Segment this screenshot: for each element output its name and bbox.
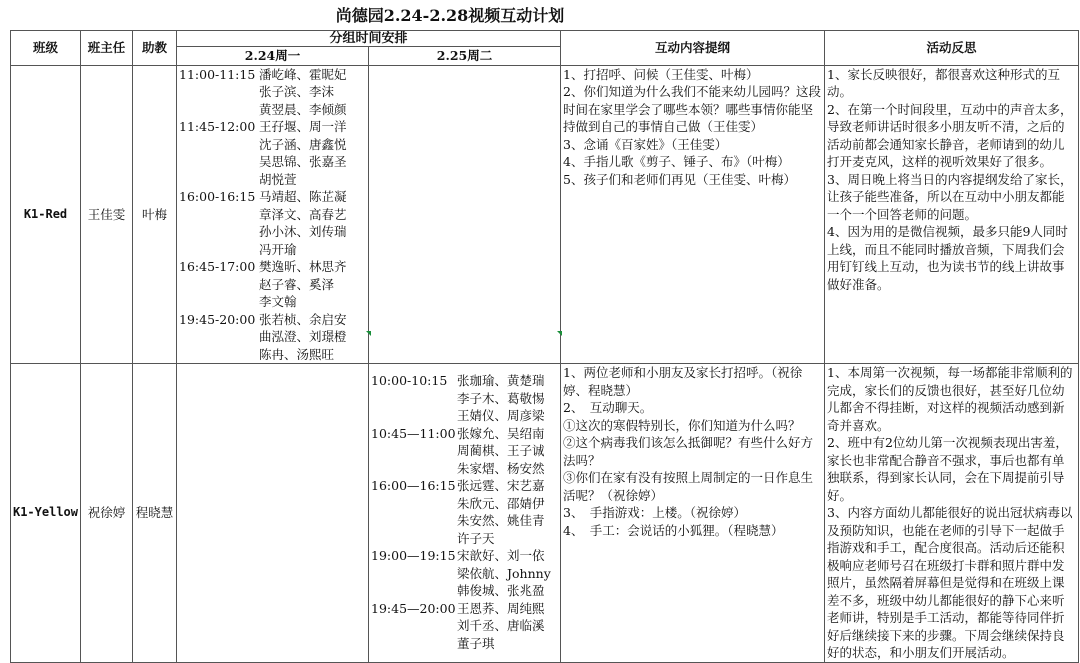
slot-time: 11:45-12:00 — [179, 119, 256, 134]
teacher-name: 祝徐婷 — [81, 364, 133, 663]
time-slot — [369, 600, 560, 653]
day2-schedule-cell — [369, 65, 561, 364]
outline-cell: 1、打招呼、问候（王佳雯、叶梅） 2、你们知道为什么我们不能来幼儿园吗？这段时间在家里学会了哪些本领？哪些事情你能坚持做到自己的事情自己做（王佳雯） 3、念诵《百家姓》（王佳雯） 4、手指儿歌《剪子、锤子、布》（叶梅） 5、孩子们和老师们再见（王佳雯、叶梅） — [561, 65, 825, 364]
table-row — [11, 364, 1079, 663]
slot-names: 张远霆、宋艺嘉 朱欣元、邵婧伊 朱安然、姚佳青 许子天 — [457, 478, 545, 546]
assistant-name: 叶梅 — [133, 65, 177, 364]
reflection-cell: 1、本周第一次视频，每一场都能非常顺利的完成，家长们的反馈也很好，甚至好几位幼儿都舍不得挂断，对这样的视频活动感到新奇并喜欢。 2、班中有2位幼儿第一次视频表现出害羞，家长也非常配合静音不强求，事后也都有单独联系，得到家长认同，会在下周提前引导好。 3、内容方面幼儿都能很好的说出冠状病毒以及预防知识，也能在老师的引导下一起做手指游戏和手工，配合度很高。活动后还能积极响应老师号召在班级打卡群和照片群中发照片，虽然隔着屏幕但是觉得和在班级上课差不多，班级中幼儿都能很好的静下心来听老师讲，特别是手工活动，都能等待同伴折好后继续接下来的步骤。下周会继续保持良好的状态，和小朋友们开展活动。 — [825, 364, 1079, 663]
header-day2: 2.25周二 — [369, 47, 561, 66]
slot-time: 19:00—19:15 — [371, 548, 456, 563]
slot-time: 19:45—20:00 — [371, 600, 456, 616]
slot-time: 10:45—11:00 — [371, 425, 456, 441]
slot-names: 张嫁允、吴绍南 周蔺棋、王子诚 朱家熠、杨安然 — [457, 425, 545, 476]
header-class: 班级 — [11, 31, 81, 66]
header-reflection: 活动反思 — [825, 31, 1079, 66]
header-day1: 2.24周一 — [177, 47, 369, 66]
slot-names: 王孖堰、周一洋 沈子涵、唐鑫悦 吴思锦、张嘉圣 胡悦萱 — [259, 119, 347, 187]
assistant-name: 程晓慧 — [133, 364, 177, 663]
table-row — [11, 65, 1079, 364]
day1-schedule-cell — [177, 364, 369, 663]
slot-names: 王恩荞、周纯熙 刘千丞、唐临溪 董子琪 — [457, 600, 545, 651]
slot-names: 张若桢、余启安 曲泓澄、刘璟橙 陈冉、汤熙旺 — [259, 311, 347, 362]
page-title: 尚德园2.24-2.28视频互动计划 — [335, 6, 565, 25]
reflection-cell: 1、家长反映很好，都很喜欢这种形式的互动。 2、在第一个时间段里，互动中的声音太多，导致老师讲话时很多小朋友听不清，之后的活动前都会通知家长静音，老师请到的幼儿打开麦克风，这样的视听效果好了很多。 3、周日晚上将当日的内容提纲发给了家长，让孩子能些准备，所以在互动中小朋友都能一个一个回答老师的问题。 4、因为用的是微信视频，最多只能9人同时上线，而且不能同时播放音频，下周我们会用钉钉线上互动，也为读书节的线上讲故事做好准备。 — [825, 65, 1079, 364]
header-schedule: 分组时间安排 — [177, 31, 561, 47]
slot-time: 11:00-11:15 — [179, 66, 256, 82]
header-teacher: 班主任 — [81, 31, 133, 66]
slot-time: 16:00-16:15 — [179, 189, 256, 204]
time-slot — [177, 311, 368, 364]
slot-time: 19:45-20:00 — [179, 311, 256, 327]
cell-comment-marker — [557, 331, 562, 336]
cell-comment-marker — [366, 331, 371, 336]
slot-time: 10:00-10:15 — [371, 373, 448, 388]
header-assistant: 助教 — [133, 31, 177, 66]
slot-names: 宋歆好、刘一依 梁依航、Johnny 韩俊城、张兆盈 — [457, 548, 551, 598]
time-slot — [177, 258, 368, 311]
day2-schedule-cell — [369, 364, 561, 663]
time-slot — [369, 372, 560, 425]
slot-time: 16:00—16:15 — [371, 478, 456, 493]
time-slot — [177, 66, 368, 119]
time-slot — [369, 547, 560, 600]
time-slot — [177, 188, 368, 258]
slot-names: 樊逸昕、林思齐 赵子睿、奚泽 李文翰 — [259, 259, 347, 309]
class-name: K1-Red — [11, 65, 81, 364]
time-slot — [369, 425, 560, 478]
day1-schedule-cell — [177, 65, 369, 364]
class-name: K1-Yellow — [11, 364, 81, 663]
slot-names: 张珈瑜、黄楚瑞 李子木、葛敬惕 王婧仪、周彦梁 — [457, 373, 545, 423]
header-outline: 互动内容提纲 — [561, 31, 825, 66]
teacher-name: 王佳雯 — [81, 65, 133, 364]
slot-time: 16:45-17:00 — [179, 259, 256, 274]
time-slot — [369, 477, 560, 547]
slot-names: 潘屹峰、霍昵妃 张子滨、李沫 黄翌晨、李倾颜 — [259, 66, 347, 117]
schedule-table — [10, 30, 1079, 663]
slot-names: 马靖超、陈芷凝 章泽文、高春艺 孙小沐、刘传瑞 冯开瑜 — [259, 189, 347, 257]
time-slot — [177, 118, 368, 188]
outline-cell: 1、两位老师和小朋友及家长打招呼。（祝徐婷、程晓慧） 2、 互动聊天。 ①这次的寒假特别长，你们知道为什么吗？ ②这个病毒我们该怎么抵御呢？有些什么好方法吗？ ③你们在家有没有按照上周制定的一日作息生活呢？（祝徐婷） 3、 手指游戏：上楼。（祝徐婷） 4、 手工：会说话的小狐狸。（程晓慧） — [561, 364, 825, 663]
